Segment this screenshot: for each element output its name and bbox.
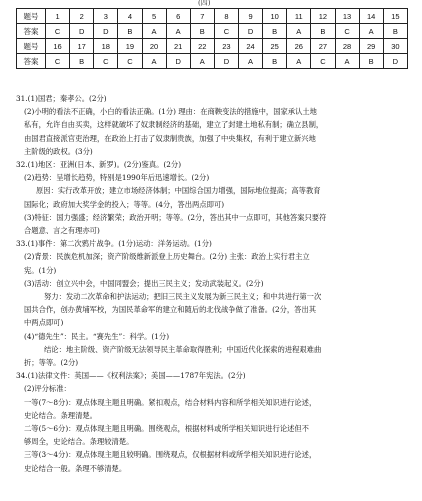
answer-table-row <box>17 39 408 54</box>
table-cell: 13 <box>335 9 359 24</box>
table-cell: 14 <box>359 9 383 24</box>
table-cell: A <box>142 24 166 39</box>
table-cell: C <box>46 54 70 69</box>
table-cell: B <box>118 24 142 39</box>
table-cell: 21 <box>166 39 190 54</box>
answer-line: 33.(1)事件：第二次鸦片战争。(1分)运动：洋务运动。(1分) <box>16 239 212 249</box>
table-cell: 9 <box>239 9 263 24</box>
row-label: 题号 <box>17 9 46 24</box>
answer-line: 国共合作，创办黄埔军校，为国民革命军的建立和随后的北伐战争做了准备。(2分，答出其 <box>24 305 317 315</box>
answer-table-row <box>17 54 408 69</box>
row-label: 答案 <box>17 54 46 69</box>
row-label: 答案 <box>17 24 46 39</box>
answer-table-row <box>17 9 408 24</box>
answer-line: 三等(3～4分)：观点体现主题且较明确。围绕观点，仅根据材料或所学相关知识进行论述， <box>24 450 317 460</box>
table-cell: 29 <box>359 39 383 54</box>
table-cell: 1 <box>46 9 70 24</box>
table-cell: A <box>239 54 263 69</box>
table-cell: C <box>335 24 359 39</box>
answer-line: 国际化；政府加大奖学金的投入；等等。(4分，答出两点即可) <box>24 199 225 209</box>
table-cell: D <box>383 54 407 69</box>
table-cell: 10 <box>263 9 287 24</box>
table-cell: 26 <box>287 39 311 54</box>
table-cell: A <box>142 54 166 69</box>
table-cell: A <box>335 54 359 69</box>
answer-line: 私有，允许自由买卖，这样就破坏了奴隶制经济的基础，建立了封建土地私有制；确立县制， <box>24 120 324 130</box>
table-cell: 23 <box>214 39 238 54</box>
table-cell: 27 <box>311 39 335 54</box>
table-cell: A <box>287 24 311 39</box>
answer-line: 二等(5～6分)：观点体现主题且明确。围绕观点，根据材料或所学相关知识进行论述但不 <box>24 424 309 434</box>
answer-line: 史论结合一般。条理不够清楚。 <box>24 463 127 473</box>
answer-line: 一等(7～8分)：观点体现主题且明确。紧扣观点，结合材料内容和所学相关知识进行论述， <box>24 397 317 407</box>
answer-line: (2)趋势：呈增长趋势，特别是1990年后迅速增长。(2分) <box>24 173 210 183</box>
table-cell: B <box>311 24 335 39</box>
answer-line: (2)小明的看法不正确，小白的看法正确。(1分) 理由：在商鞅变法的措施中，国家承认土地 <box>24 107 317 117</box>
table-cell: 25 <box>263 39 287 54</box>
answer-line: (4)“德先生”：民主。“赛先生”：科学。(1分) <box>24 331 170 341</box>
answer-table <box>16 8 408 69</box>
table-cell: B <box>383 24 407 39</box>
table-cell: 5 <box>142 9 166 24</box>
table-cell: 3 <box>94 9 118 24</box>
answer-line: 折；等等。(2分) <box>24 358 79 368</box>
answer-line: 史论结合。条理清楚。 <box>24 410 97 420</box>
table-cell: 30 <box>383 39 407 54</box>
table-cell: 11 <box>287 9 311 24</box>
table-cell: 24 <box>239 39 263 54</box>
table-cell: D <box>239 24 263 39</box>
table-cell: B <box>263 24 287 39</box>
answer-line: 34.(1)法律文件：英国——《权利法案》；美国——1787年宪法。(2分) <box>16 371 246 381</box>
table-cell: A <box>359 24 383 39</box>
table-cell: B <box>190 24 214 39</box>
table-cell: 6 <box>166 9 190 24</box>
table-cell: 16 <box>46 39 70 54</box>
table-cell: A <box>166 24 190 39</box>
answer-line: 原因：实行改革开放；建立市场经济体制；中国综合国力增强，国际地位提高；高等教育 <box>36 186 321 196</box>
answer-line: (2)评分标准： <box>24 384 71 394</box>
table-cell: 28 <box>335 39 359 54</box>
answer-line: 合题意、言之有理亦可) <box>24 226 100 236</box>
answer-line: (3)活动：创立兴中会，中国同盟会；提出三民主义；发动武装起义。(2分) <box>24 278 264 288</box>
table-cell: D <box>166 54 190 69</box>
table-cell: B <box>70 54 94 69</box>
table-cell: 15 <box>383 9 407 24</box>
table-cell: B <box>359 54 383 69</box>
table-cell: C <box>214 24 238 39</box>
answer-line: 31.(1)国君；秦孝公。(2分) <box>16 94 107 103</box>
answer-line: 中两点即可) <box>24 318 64 328</box>
answer-explanations <box>16 92 416 475</box>
answer-line: 努力：发动二次革命和护法运动；把旧三民主义发展为新三民主义；和中共进行第一次 <box>44 292 322 302</box>
table-cell: D <box>214 54 238 69</box>
row-label: 题号 <box>17 39 46 54</box>
table-cell: C <box>311 54 335 69</box>
table-cell: 22 <box>190 39 214 54</box>
answer-line: (2)背景：民族危机加深；资产阶级维新派登上历史舞台。(2分) 主张：政治上实行君主立 <box>24 252 310 262</box>
table-cell: 20 <box>142 39 166 54</box>
table-cell: 7 <box>190 9 214 24</box>
table-cell: 17 <box>70 39 94 54</box>
table-cell: 19 <box>118 39 142 54</box>
header-mark: (四) <box>198 0 211 7</box>
answer-line: 结论：地主阶级、资产阶级无法领导民主革命取得胜利；中国近代化探索的进程艰难曲 <box>44 344 322 354</box>
answer-line: (3)特征：国力强盛；经济繁荣；政治开明；等等。(2分，答出其中一点即可，其他答案只要符 <box>24 212 327 222</box>
table-cell: C <box>118 54 142 69</box>
answer-line: 32.(1)地区：亚洲(日本、新罗)。(2分)鉴真。(2分) <box>16 160 182 170</box>
table-cell: B <box>263 54 287 69</box>
table-cell: 4 <box>118 9 142 24</box>
table-cell: C <box>46 24 70 39</box>
table-cell: A <box>287 54 311 69</box>
answer-line: 主阶级的政权。(3分) <box>24 146 93 156</box>
answer-line: 够周全，史论结合。条理较清楚。 <box>24 437 134 447</box>
table-cell: 8 <box>214 9 238 24</box>
table-cell: 12 <box>311 9 335 24</box>
answer-table-row <box>17 24 408 39</box>
answer-line: 由国君直接派官吏治理，在政治上打击了奴隶制贵族，加强了中央集权，有利于建立新兴地 <box>24 133 316 143</box>
table-cell: A <box>190 54 214 69</box>
table-cell: 2 <box>70 9 94 24</box>
table-cell: D <box>70 24 94 39</box>
table-cell: D <box>94 24 118 39</box>
table-cell: C <box>94 54 118 69</box>
answer-line: 宪。(1分) <box>24 265 57 275</box>
table-cell: 18 <box>94 39 118 54</box>
